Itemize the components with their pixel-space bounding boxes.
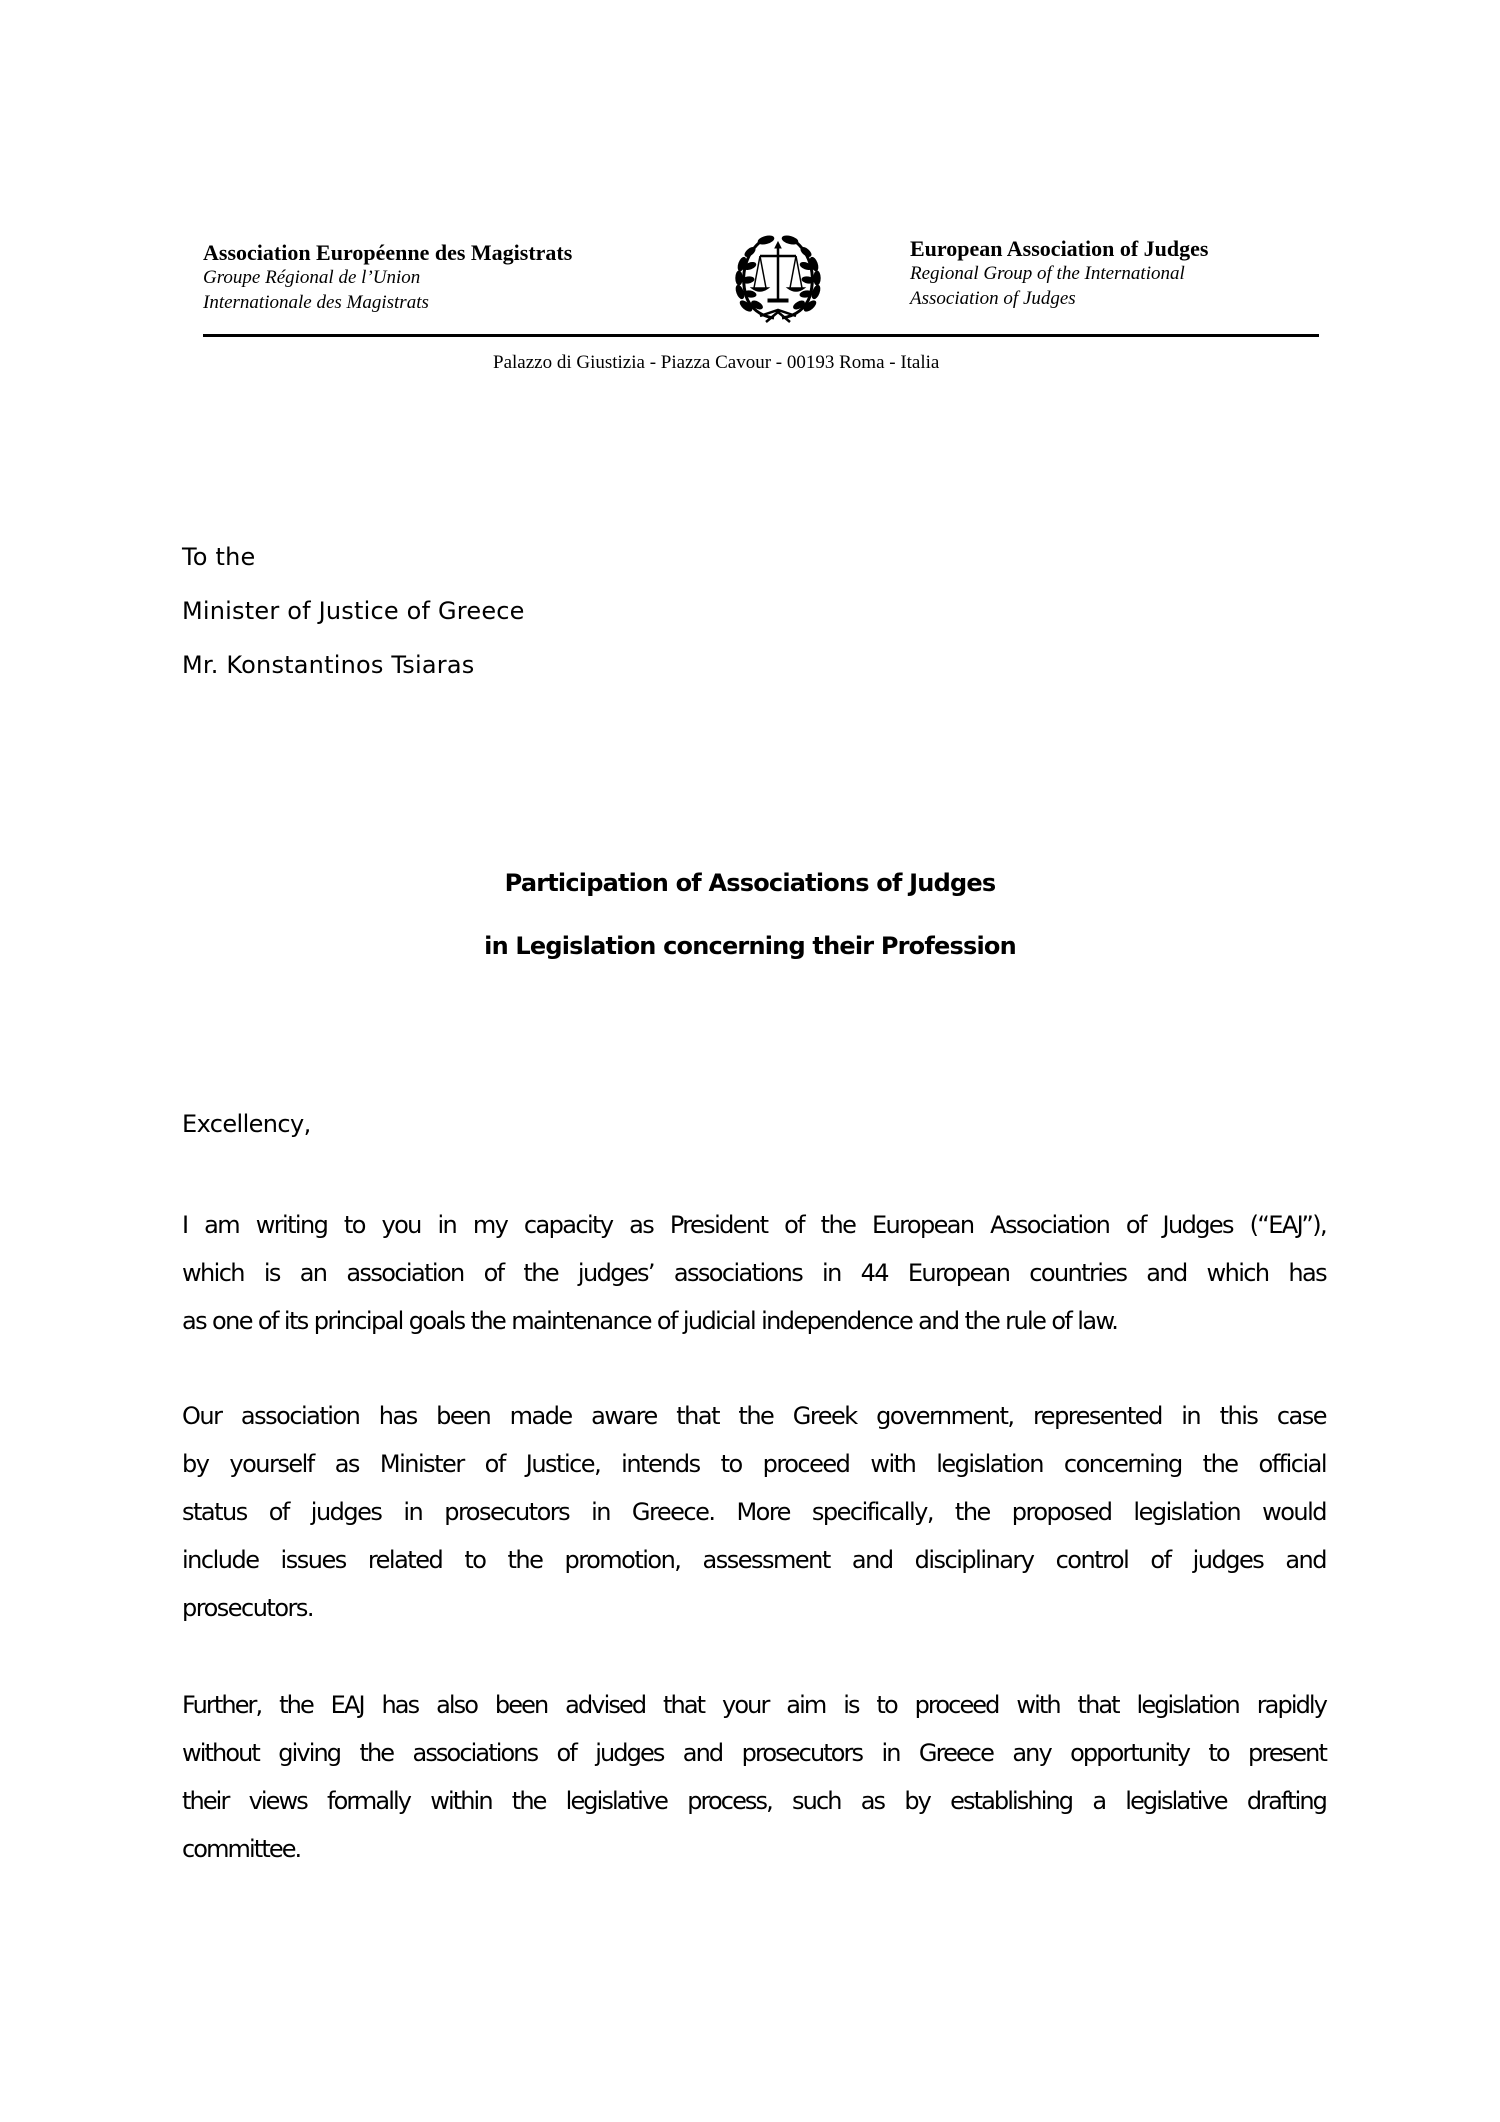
letterhead-english-block: [910, 236, 1208, 311]
salutation: Excellency,: [182, 1110, 311, 1138]
subject-line-1: Participation of Associations of Judges: [504, 869, 996, 897]
letterhead-english-subtitle-1: Regional Group of the International: [910, 263, 1185, 284]
body-paragraph-2: [182, 1392, 1326, 1632]
letterhead-english-title: European Association of Judges: [910, 236, 1209, 261]
paragraph-line: by yourself as Minister of Justice, intends to proceed with legislation concerning the official: [182, 1450, 1326, 1478]
letterhead-english-subtitle-2: Association of Judges: [910, 288, 1076, 309]
paragraph-line: committee.: [182, 1835, 301, 1863]
letterhead-french-title: Association Européenne des Magistrats: [203, 240, 573, 265]
letterhead-french-block: [203, 240, 572, 315]
paragraph-line: Our association has been made aware that the Greek government, represented in this case: [182, 1402, 1326, 1430]
body-paragraph-3: [182, 1681, 1326, 1873]
paragraph-line: their views formally within the legislative process, such as by establishing a legislative drafting: [182, 1787, 1326, 1815]
paragraph-line: without giving the associations of judges and prosecutors in Greece any opportunity to present: [182, 1739, 1326, 1767]
paragraph-line: as one of its principal goals the maintenance of judicial independence and the rule of law.: [182, 1307, 1118, 1335]
paragraph-line: Further, the EAJ has also been advised that your aim is to proceed with that legislation rapidly: [182, 1691, 1326, 1719]
recipient-line-2: Minister of Justice of Greece: [182, 597, 525, 625]
paragraph-line: which is an association of the judges’ associations in 44 European countries and which has: [182, 1259, 1326, 1287]
letterhead-divider: [203, 334, 1319, 337]
paragraph-line: include issues related to the promotion, assessment and disciplinary control of judges and: [182, 1546, 1326, 1574]
scales-of-justice-emblem-icon: [730, 232, 826, 324]
subject-line-2: in Legislation concerning their Profession: [484, 932, 1016, 960]
paragraph-line: status of judges in prosecutors in Greece. More specifically, the proposed legislation would: [182, 1498, 1326, 1526]
letterhead-address: Palazzo di Giustizia - Piazza Cavour - 00193 Roma - Italia: [493, 352, 940, 373]
paragraph-line: I am writing to you in my capacity as President of the European Association of Judges (“EAJ”),: [182, 1211, 1326, 1239]
body-paragraph-1: [182, 1201, 1326, 1345]
recipient-block: [182, 530, 525, 692]
recipient-line-3: Mr. Konstantinos Tsiaras: [182, 651, 475, 679]
letterhead-french-subtitle-2: Internationale des Magistrats: [203, 292, 429, 313]
subject-heading: [0, 852, 1500, 978]
letterhead-french-subtitle-1: Groupe Régional de l’Union: [203, 267, 421, 288]
paragraph-line: prosecutors.: [182, 1594, 314, 1622]
recipient-line-1: To the: [182, 543, 256, 571]
letterhead: [203, 232, 1319, 382]
